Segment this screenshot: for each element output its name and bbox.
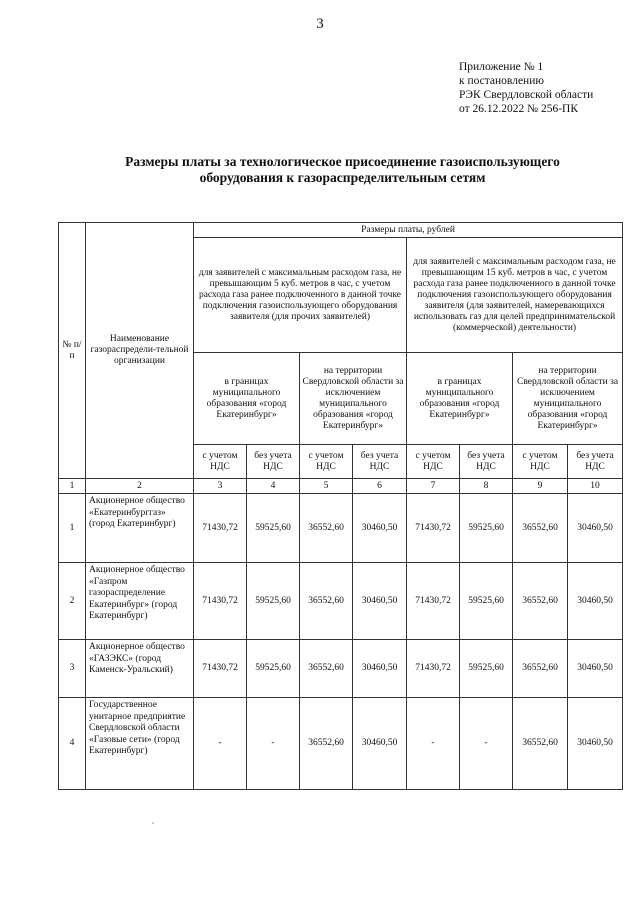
fee-cell: 36552,60 <box>513 640 568 698</box>
header-territory-region: на территории Свердловской области за исключением муниципального образования «город Екатеринбург» <box>300 353 407 445</box>
header-without-vat: без учета НДС <box>247 445 300 479</box>
column-index: 7 <box>407 479 460 494</box>
fee-cell: 36552,60 <box>513 494 568 563</box>
header-with-vat: с учетом НДС <box>194 445 247 479</box>
column-index: 9 <box>513 479 568 494</box>
column-index: 4 <box>247 479 300 494</box>
fee-cell: - <box>407 698 460 790</box>
appendix-block <box>459 60 634 116</box>
column-index-row <box>59 479 623 494</box>
fee-cell: - <box>247 698 300 790</box>
header-without-vat: без учета НДС <box>460 445 513 479</box>
appendix-line: РЭК Свердловской области <box>459 89 594 101</box>
fee-cell: 71430,72 <box>407 494 460 563</box>
column-index: 5 <box>300 479 353 494</box>
header-num: № п/п <box>59 223 86 479</box>
title-line: оборудования к газораспределительным сетям <box>199 170 486 185</box>
fee-cell: 36552,60 <box>513 698 568 790</box>
fee-cell: 30460,50 <box>353 494 407 563</box>
header-group-5m3: для заявителей с максимальным расходом газа, не превышающим 5 куб. метров в час, с учетом расхода газа ранее подключенного в данной точке подключения газоиспользующего оборудования заявителя (для прочих заявителей) <box>194 238 407 353</box>
fee-cell: 71430,72 <box>407 563 460 640</box>
table-row <box>59 698 623 790</box>
fee-cell: 59525,60 <box>247 494 300 563</box>
scan-artifact <box>152 822 154 824</box>
header-with-vat: с учетом НДС <box>300 445 353 479</box>
column-index: 10 <box>568 479 623 494</box>
org-name: Государственное унитарное предприятие Свердловской области «Газовые сети» (город Екатеринбург) <box>86 698 194 790</box>
column-index: 3 <box>194 479 247 494</box>
document-title <box>60 154 625 186</box>
row-num: 1 <box>59 494 86 563</box>
fee-cell: 59525,60 <box>460 494 513 563</box>
fee-cell: 59525,60 <box>460 640 513 698</box>
table-row <box>59 494 623 563</box>
page-number: 3 <box>316 16 324 32</box>
header-with-vat: с учетом НДС <box>513 445 568 479</box>
org-name: Акционерное общество «Газпром газораспределение Екатеринбург» (город Екатеринбург) <box>86 563 194 640</box>
header-org: Наименование газораспредели-тельной организации <box>86 223 194 479</box>
fee-cell: 30460,50 <box>568 698 623 790</box>
column-index: 1 <box>59 479 86 494</box>
header-without-vat: без учета НДС <box>568 445 623 479</box>
fee-cell: 30460,50 <box>353 640 407 698</box>
fee-cell: 30460,50 <box>568 640 623 698</box>
table-row <box>59 640 623 698</box>
fee-cell: 36552,60 <box>513 563 568 640</box>
header-with-vat: с учетом НДС <box>407 445 460 479</box>
table-row <box>59 563 623 640</box>
fee-cell: - <box>194 698 247 790</box>
appendix-line: к постановлению <box>459 75 544 87</box>
fee-cell: 59525,60 <box>460 563 513 640</box>
fees-table <box>58 222 623 790</box>
appendix-line: от 26.12.2022 № 256-ПК <box>459 103 579 115</box>
fee-cell: 36552,60 <box>300 698 353 790</box>
fee-cell: 59525,60 <box>247 563 300 640</box>
row-num: 4 <box>59 698 86 790</box>
title-line: Размеры платы за технологическое присоединение газоиспользующего <box>125 154 560 169</box>
header-without-vat: без учета НДС <box>353 445 407 479</box>
fee-cell: 36552,60 <box>300 640 353 698</box>
fee-cell: 36552,60 <box>300 563 353 640</box>
org-name: Акционерное общество «ГАЗЭКС» (город Каменск-Уральский) <box>86 640 194 698</box>
org-name: Акционерное общество «Екатеринбурггаз» (город Екатеринбург) <box>86 494 194 563</box>
fee-cell: 30460,50 <box>568 494 623 563</box>
header-territory-city: в границах муниципального образования «город Екатеринбург» <box>194 353 300 445</box>
fee-cell: - <box>460 698 513 790</box>
fee-cell: 30460,50 <box>353 698 407 790</box>
header-territory-city: в границах муниципального образования «город Екатеринбург» <box>407 353 513 445</box>
header-group-15m3: для заявителей с максимальным расходом газа, не превышающим 15 куб. метров в час, с учетом расхода газа ранее подключенного в данной точке подключения газоиспользующего оборудования заявителя (для заявителей, намеревающихся использовать газ для целей предпринимательской (коммерческой) деятельности) <box>407 238 623 353</box>
fee-cell: 30460,50 <box>568 563 623 640</box>
column-index: 2 <box>86 479 194 494</box>
fee-cell: 71430,72 <box>194 563 247 640</box>
row-num: 3 <box>59 640 86 698</box>
appendix-line: Приложение № 1 <box>459 61 544 73</box>
fee-cell: 30460,50 <box>353 563 407 640</box>
header-fees: Размеры платы, рублей <box>194 223 623 238</box>
header-territory-region: на территории Свердловской области за исключением муниципального образования «город Екатеринбург» <box>513 353 623 445</box>
fee-cell: 71430,72 <box>194 640 247 698</box>
fee-cell: 71430,72 <box>194 494 247 563</box>
fee-cell: 71430,72 <box>407 640 460 698</box>
row-num: 2 <box>59 563 86 640</box>
fee-cell: 59525,60 <box>247 640 300 698</box>
column-index: 8 <box>460 479 513 494</box>
column-index: 6 <box>353 479 407 494</box>
fee-cell: 36552,60 <box>300 494 353 563</box>
